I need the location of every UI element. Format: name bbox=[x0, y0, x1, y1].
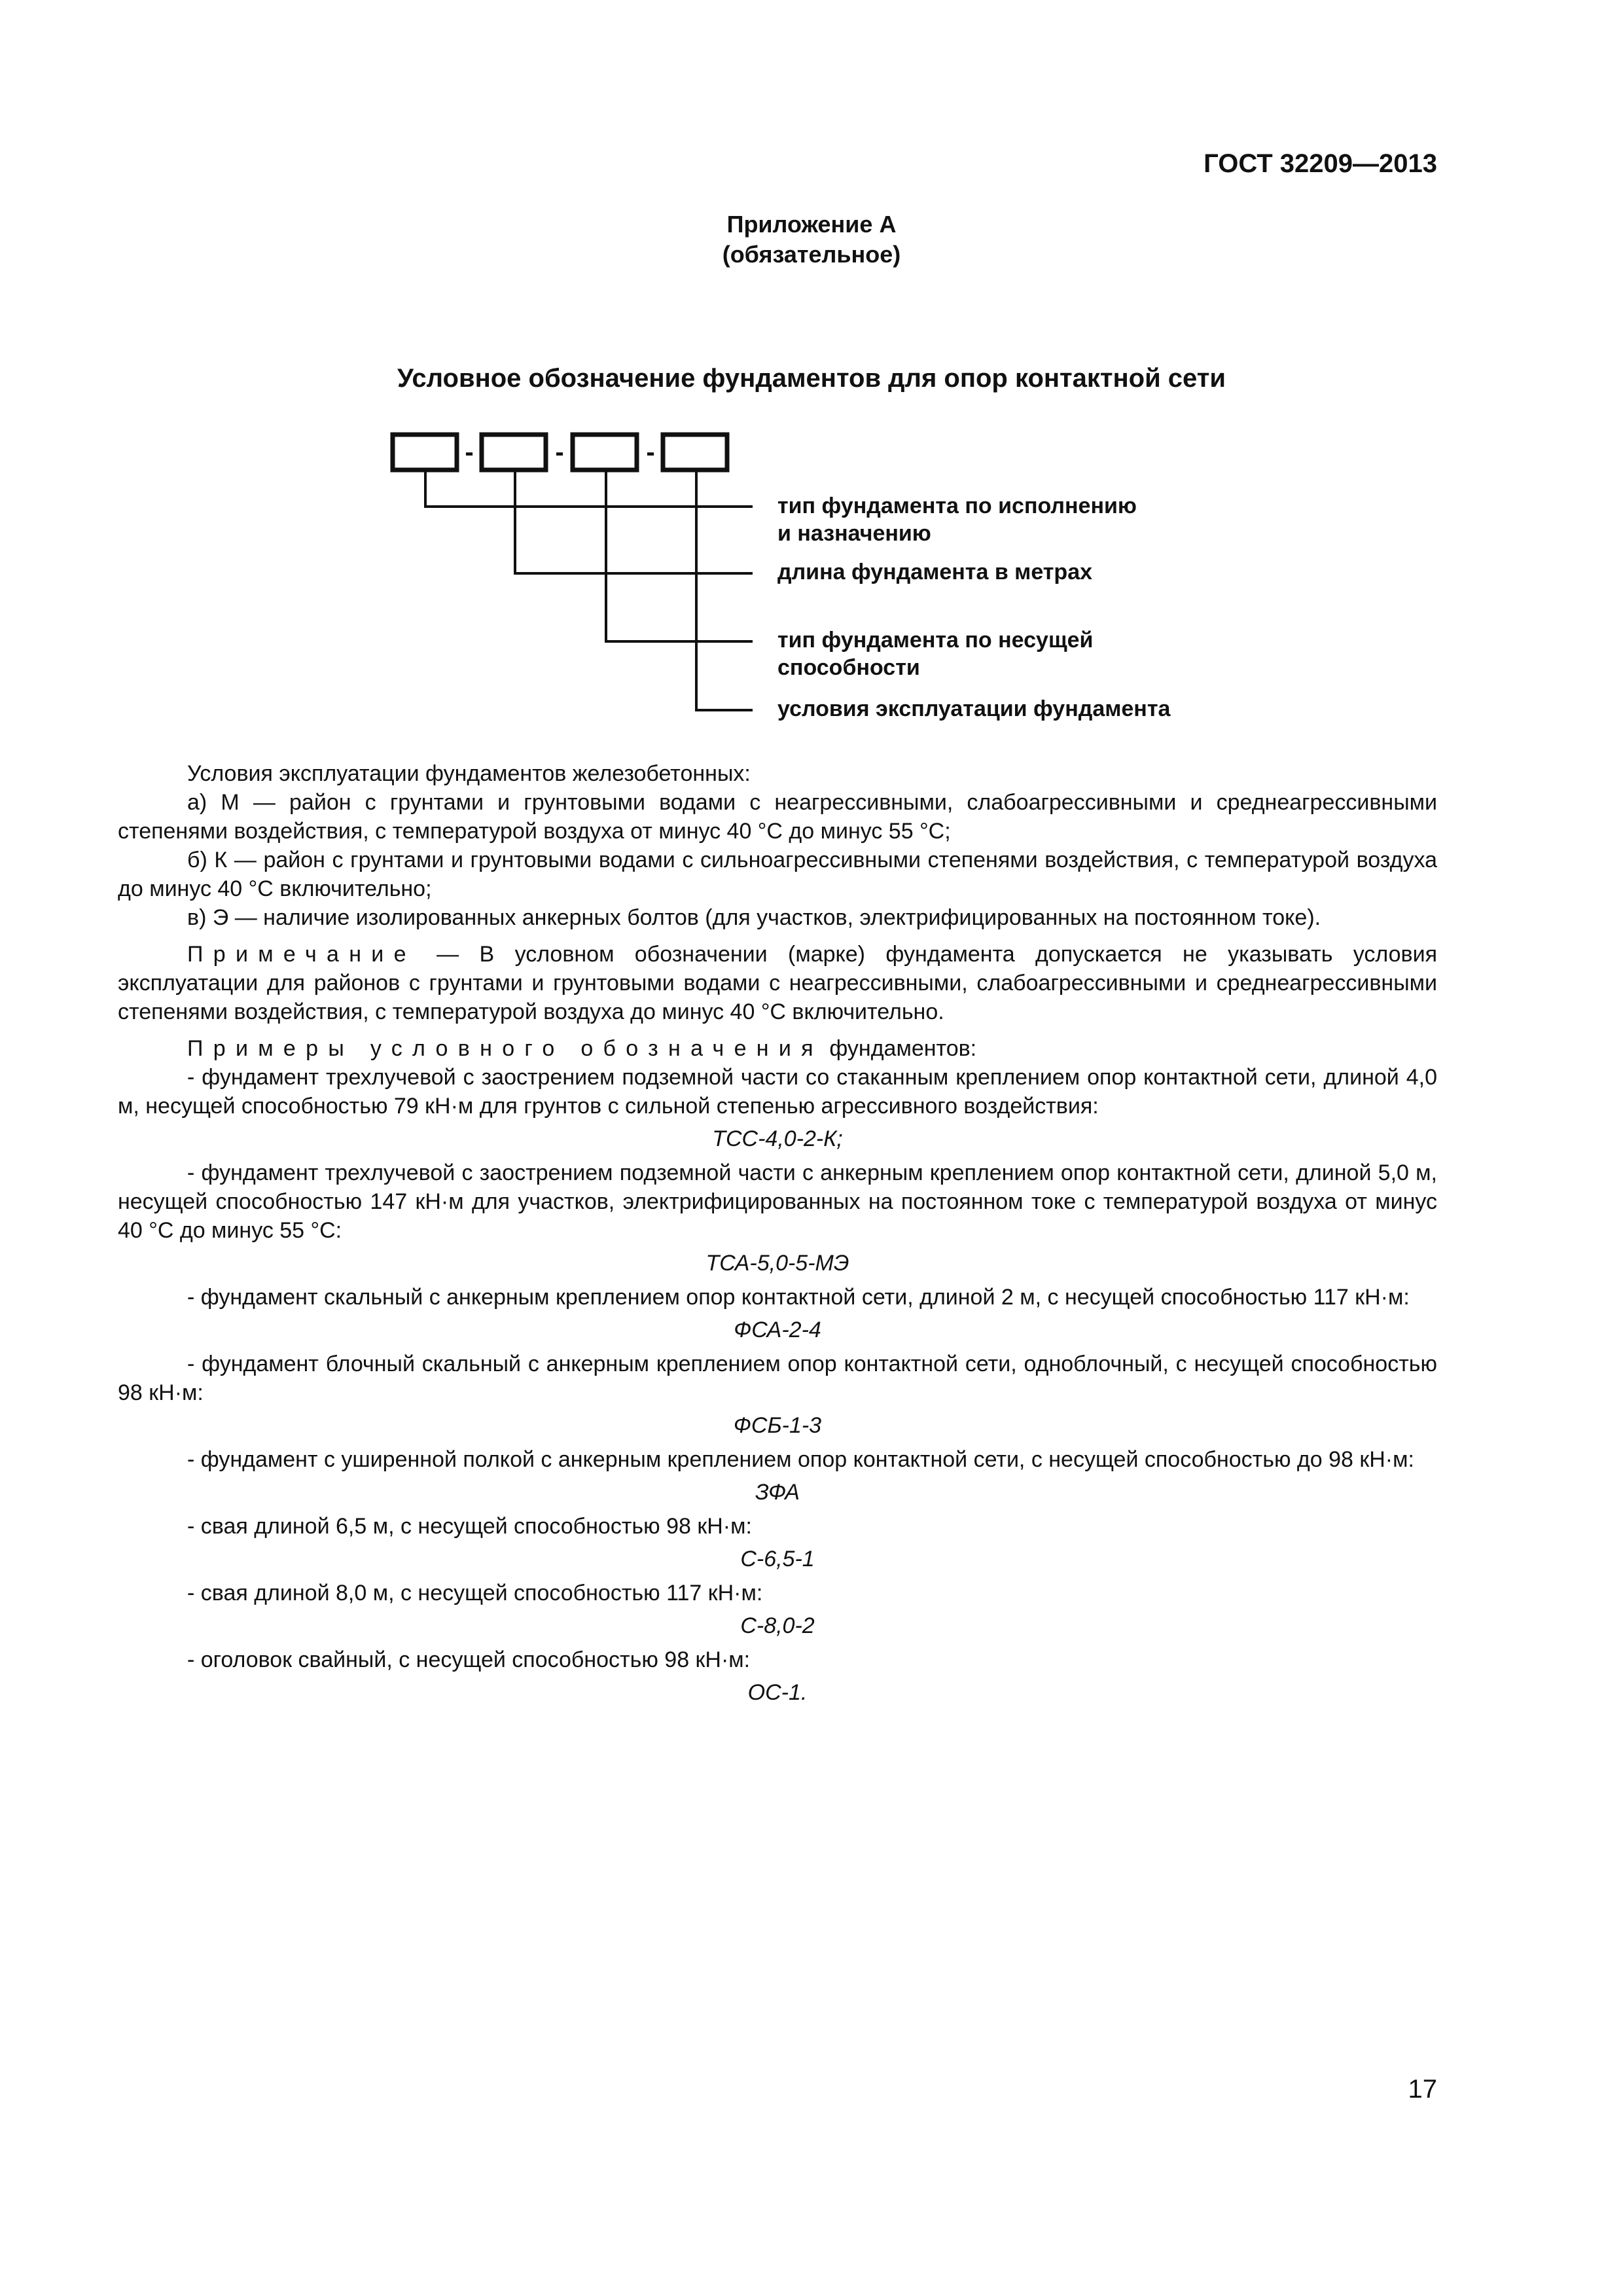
designation-box-1 bbox=[393, 435, 457, 470]
appendix-status: (обязательное) bbox=[722, 241, 901, 268]
example-text: - фундамент трехлучевой с заострением подземной части с анкерным креплением опор контактной сети, длиной 5,0 м, несущей способностью 147 кН·м для участков, электрифицированных на постоянном токе с температурой воздуха от минус 40 °С до минус 55 °С: bbox=[118, 1160, 1437, 1243]
example-code: ФСБ-1-3 bbox=[733, 1413, 822, 1438]
designation-box-4 bbox=[663, 435, 727, 470]
diagram-label-1: тип фундамента по исполнению и назначению bbox=[777, 493, 1137, 546]
document-body bbox=[118, 759, 1437, 1712]
note-paragraph bbox=[118, 940, 1437, 1026]
example-code: С-8,0-2 bbox=[740, 1613, 815, 1638]
conditions-intro: Условия эксплуатации фундаментов железобетонных: bbox=[187, 761, 751, 786]
example-code: ТСС-4,0-2-К; bbox=[712, 1126, 843, 1151]
designation-diagram bbox=[0, 0, 1623, 733]
note-label: Примечание bbox=[187, 942, 416, 967]
examples-label: Примеры условного обозначения bbox=[187, 1036, 823, 1061]
example-text: - фундамент трехлучевой с заострением подземной части со стаканным креплением опор контактной сети, длиной 4,0 м, несущей способностью 79 кН·м для грунтов с сильной степенью агрессивного воздействия: bbox=[118, 1065, 1437, 1119]
page-number: 17 bbox=[1408, 2075, 1437, 2104]
diagram-label-4: условия эксплуатации фундамента bbox=[777, 696, 1171, 721]
leader-line-3 bbox=[606, 470, 753, 641]
example-text: - фундамент скальный с анкерным креплением опор контактной сети, длиной 2 м, с несущей способностью 117 кН·м: bbox=[187, 1285, 1410, 1310]
example-code: С-6,5-1 bbox=[740, 1547, 815, 1571]
example-code: ФСА-2-4 bbox=[734, 1318, 821, 1342]
leader-line-2 bbox=[515, 470, 753, 573]
condition-item: в) Э — наличие изолированных анкерных болтов (для участков, электрифицированных на постоянном токе). bbox=[187, 905, 1321, 930]
examples-heading: Примеры условного обозначения фундаментов: bbox=[187, 1036, 977, 1061]
note-text: — В условном обозначении (марке) фундамента допускается не указывать условия эксплуатации для районов с грунтами и грунтовыми водами с неагрессивными, слабоагрессивными и среднеагрессивными степенями воздействия, с температурой воздуха до минус 40 °С включительно. bbox=[118, 942, 1437, 1024]
standard-number: ГОСТ 32209—2013 bbox=[1204, 149, 1437, 178]
example-code: ТСА-5,0-5-МЭ bbox=[705, 1251, 849, 1276]
condition-item: б) К — район с грунтами и грунтовыми водами с сильноагрессивными степенями воздействия, с температурой воздуха до минус 40 °С включительно; bbox=[118, 848, 1437, 901]
separator-2: - bbox=[555, 438, 564, 467]
example-code: ОС-1. bbox=[747, 1680, 808, 1705]
diagram-label-3: тип фундамента по несущей способности bbox=[777, 628, 1094, 680]
separator-1: - bbox=[465, 438, 474, 467]
example-code: ЗФА bbox=[755, 1480, 800, 1505]
leader-line-1 bbox=[425, 470, 753, 507]
example-text: - фундамент с уширенной полкой с анкерным креплением опор контактной сети, с несущей способностью до 98 кН·м: bbox=[187, 1447, 1414, 1472]
condition-item: а) М — район с грунтами и грунтовыми водами с неагрессивными, слабоагрессивными и среднеагрессивными степенями воздействия, с температурой воздуха от минус 40 °С до минус 55 °С; bbox=[118, 790, 1437, 844]
designation-box-3 bbox=[573, 435, 637, 470]
appendix-title: Приложение А bbox=[726, 211, 897, 238]
separator-3: - bbox=[646, 438, 655, 467]
example-text: - свая длиной 8,0 м, с несущей способностью 117 кН·м: bbox=[187, 1581, 763, 1605]
example-text: - фундамент блочный скальный с анкерным креплением опор контактной сети, одноблочный, с несущей способностью 98 кН·м: bbox=[118, 1352, 1437, 1405]
section-title: Условное обозначение фундаментов для опор контактной сети bbox=[397, 364, 1226, 393]
diagram-label-2: длина фундамента в метрах bbox=[777, 560, 1093, 584]
designation-box-2 bbox=[482, 435, 546, 470]
example-text: - свая длиной 6,5 м, с несущей способностью 98 кН·м: bbox=[187, 1514, 752, 1539]
example-text: - оголовок свайный, с несущей способностью 98 кН·м: bbox=[187, 1647, 751, 1672]
